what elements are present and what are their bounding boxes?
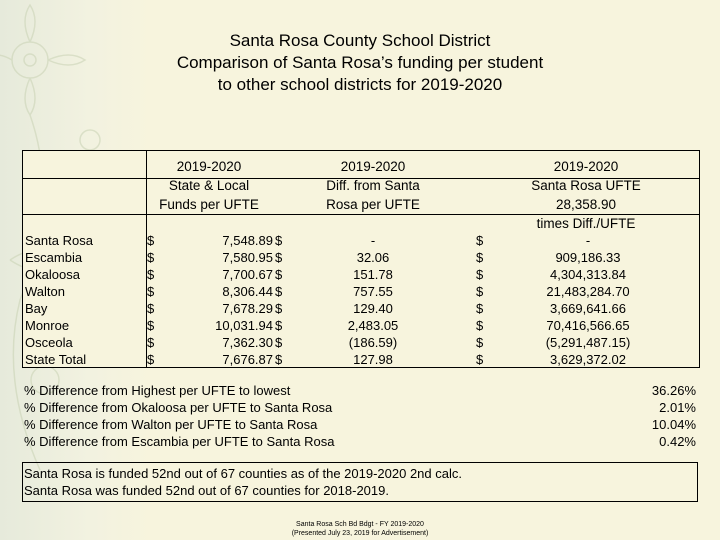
currency-symbol: $ xyxy=(275,250,283,265)
title-line-2: Comparison of Santa Rosa’s funding per student xyxy=(176,53,544,72)
diff-value: 151.78 xyxy=(353,267,393,282)
difference-label: % Difference from Escambia per UFTE to Santa Rosa xyxy=(24,434,335,449)
table-row xyxy=(23,317,699,334)
funds-value: 7,580.95 xyxy=(222,250,273,265)
district-name: Okaloosa xyxy=(25,267,80,282)
currency-symbol: $ xyxy=(476,335,484,350)
currency-symbol: $ xyxy=(147,233,155,248)
table-row xyxy=(23,249,699,266)
currency-symbol: $ xyxy=(147,335,155,350)
total-value: 21,483,284.70 xyxy=(546,284,630,299)
district-name: Osceola xyxy=(25,335,73,350)
currency-symbol: $ xyxy=(476,284,484,299)
ranking-facts xyxy=(22,462,698,502)
title-line-3: to other school districts for 2019-2020 xyxy=(217,75,503,94)
difference-row xyxy=(24,433,696,450)
total-value: (5,291,487.15) xyxy=(545,335,631,350)
total-value: - xyxy=(585,233,591,248)
table-body xyxy=(23,232,699,368)
diff-value: 757.55 xyxy=(353,284,393,299)
currency-symbol: $ xyxy=(275,233,283,248)
total-value: 909,186.33 xyxy=(555,250,621,265)
fact-line: Santa Rosa was funded 52nd out of 67 counties for 2018-2019. xyxy=(24,483,389,498)
district-name: Walton xyxy=(25,284,65,299)
funds-value: 8,306.44 xyxy=(222,284,273,299)
currency-symbol: $ xyxy=(476,250,484,265)
table-row xyxy=(23,232,699,249)
funds-value: 7,362.30 xyxy=(222,335,273,350)
total-value: 3,629,372.02 xyxy=(550,352,626,367)
footer xyxy=(200,520,520,538)
currency-symbol: $ xyxy=(275,318,283,333)
district-name: Santa Rosa xyxy=(25,233,93,248)
table-row xyxy=(23,351,699,368)
currency-symbol: $ xyxy=(476,301,484,316)
currency-symbol: $ xyxy=(147,250,155,265)
diff-value: 129.40 xyxy=(353,301,393,316)
title-line-1: Santa Rosa County School District xyxy=(229,31,491,50)
currency-symbol: $ xyxy=(476,233,484,248)
total-value: 4,304,313.84 xyxy=(550,267,626,282)
header-diff: 2019-2020 Diff. from Santa Rosa per UFTE xyxy=(326,159,420,212)
funds-value: 7,676.87 xyxy=(222,352,273,367)
currency-symbol: $ xyxy=(275,301,283,316)
currency-symbol: $ xyxy=(147,318,155,333)
table-row xyxy=(23,266,699,283)
difference-value: 36.26% xyxy=(651,383,696,398)
difference-notes xyxy=(24,382,696,450)
difference-label: % Difference from Highest per UFTE to lowest xyxy=(24,383,291,398)
table-row xyxy=(23,300,699,317)
district-name: State Total xyxy=(25,352,87,367)
total-value: 70,416,566.65 xyxy=(546,318,630,333)
footer-line: Santa Rosa Sch Bd Bdgt - FY 2019-2020 xyxy=(296,521,424,528)
fact-line: Santa Rosa is funded 52nd out of 67 counties as of the 2019-2020 2nd calc. xyxy=(24,466,462,481)
currency-symbol: $ xyxy=(476,352,484,367)
currency-symbol: $ xyxy=(275,267,283,282)
funding-table xyxy=(22,150,700,368)
difference-label: % Difference from Okaloosa per UFTE to Santa Rosa xyxy=(24,400,333,415)
table-row xyxy=(23,334,699,351)
difference-value: 0.42% xyxy=(659,434,696,449)
difference-value: 2.01% xyxy=(659,400,696,415)
currency-symbol: $ xyxy=(147,352,155,367)
currency-symbol: $ xyxy=(147,267,155,282)
currency-symbol: $ xyxy=(476,267,484,282)
diff-value: 127.98 xyxy=(353,352,393,367)
funds-value: 7,548.89 xyxy=(222,233,273,248)
page-title xyxy=(0,30,720,96)
header-state-local: 2019-2020 State & Local Funds per UFTE xyxy=(159,159,259,212)
funds-value: 7,700.67 xyxy=(222,267,273,282)
currency-symbol: $ xyxy=(147,301,155,316)
diff-value: 2,483.05 xyxy=(347,318,399,333)
currency-symbol: $ xyxy=(275,352,283,367)
funds-value: 10,031.94 xyxy=(215,318,273,333)
difference-value: 10.04% xyxy=(651,417,696,432)
table-row xyxy=(23,283,699,300)
currency-symbol: $ xyxy=(147,284,155,299)
difference-row xyxy=(24,399,696,416)
district-name: Bay xyxy=(25,301,48,316)
currency-symbol: $ xyxy=(476,318,484,333)
currency-symbol: $ xyxy=(275,284,283,299)
diff-value: (186.59) xyxy=(348,335,398,350)
header-ufte: 2019-2020 Santa Rosa UFTE 28,358.90 times Diff./UFTE xyxy=(531,159,641,231)
district-name: Monroe xyxy=(25,318,70,333)
difference-row xyxy=(24,382,696,399)
funds-value: 7,678.29 xyxy=(222,301,273,316)
total-value: 3,669,641.66 xyxy=(550,301,626,316)
diff-value: 32.06 xyxy=(356,250,390,265)
currency-symbol: $ xyxy=(275,335,283,350)
diff-value: - xyxy=(370,233,376,248)
difference-label: % Difference from Walton per UFTE to Santa Rosa xyxy=(24,417,318,432)
difference-row xyxy=(24,416,696,433)
district-name: Escambia xyxy=(25,250,83,265)
footer-line: (Presented July 23, 2019 for Advertisement) xyxy=(291,530,429,537)
